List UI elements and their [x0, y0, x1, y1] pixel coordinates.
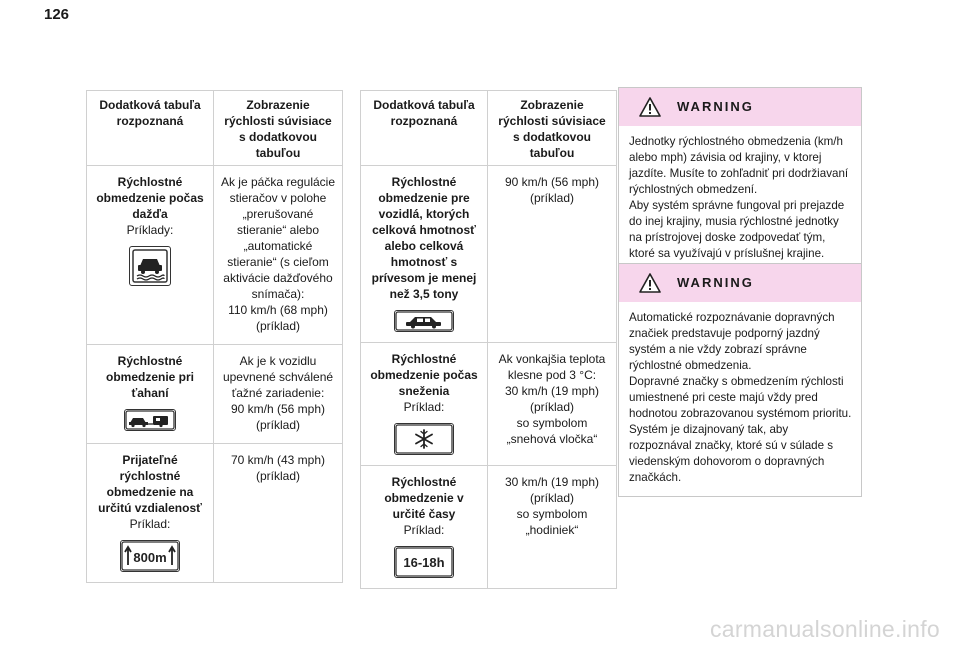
speed-description: 90 km/h (56 mph) (príklad) — [488, 166, 617, 343]
speed-description: 30 km/h (19 mph) (príklad) so symbolom „hodiniek“ — [488, 466, 617, 589]
snowflake-sign-icon — [394, 423, 454, 455]
speed-description: 70 km/h (43 mph) (príklad) — [214, 444, 343, 583]
car-sign-icon — [394, 310, 454, 332]
row-title: Rýchlostné obmedzenie pre vozidlá, ktorých celková hmotnosť alebo celková hmotnosť s prívesom je menej než 3,5 tony — [371, 175, 477, 301]
speed-sign-table-left — [86, 90, 343, 583]
table-header-row — [87, 91, 343, 166]
row-title: Rýchlostné obmedzenie počas dažďa — [96, 175, 204, 221]
warning-text: Automatické rozpoznávanie dopravných značiek predstavuje podporný jazdný systém a nie vždy zobrazí správne rýchlostné obmedzenia. Dopravné značky s obmedzením rýchlosti umiestnené pri ceste majú vždy pred hodnotou zobrazovanou systémom prioritu. Systém je dizajnovaný tak, aby rozpoznával značky, ktoré sú v súlade s viedenským dohovorom o dopravných značkách. — [629, 311, 852, 484]
row-title: Rýchlostné obmedzenie počas sneženia — [370, 352, 478, 398]
column-header-speed: Zobrazenie rýchlosti súvisiace s dodatkovou tabuľou — [214, 91, 343, 166]
warning-triangle-icon — [639, 273, 661, 293]
warning-title: WARNING — [677, 99, 754, 114]
sign-cell — [87, 166, 214, 345]
warning-triangle-icon — [639, 97, 661, 117]
column-header-speed: Zobrazenie rýchlosti súvisiace s dodatkovou tabuľou — [488, 91, 617, 166]
sign-cell — [87, 345, 214, 444]
column-header-sign: Dodatková tabuľa rozpoznaná — [361, 91, 488, 166]
sign-text: 16-18h — [403, 555, 445, 570]
table-row — [87, 166, 343, 345]
sign-cell — [361, 466, 488, 589]
table-row — [361, 166, 617, 343]
car-with-trailer-sign-icon — [124, 409, 176, 431]
row-sub: Príklad: — [403, 523, 445, 537]
warning-text: Jednotky rýchlostného obmedzenia (km/h alebo mph) závisia od krajiny, v ktorej jazdíte. Musíte to zohľadniť pri dodržiavaní rýchlostných obmedzení. Aby systém správne fungoval pri prejazde do inej krajiny, musia rýchlostné jednotky na prístrojovej doske zodpovedať tým, ktoré sa využívajú v príslušnej krajine. — [629, 135, 849, 260]
table-header-row — [361, 91, 617, 166]
sign-cell — [87, 444, 214, 583]
sign-text: 800m — [133, 550, 167, 565]
watermark[interactable]: carmanualsonline.info — [709, 616, 940, 642]
wet-road-sign-icon — [129, 246, 171, 286]
table-row — [361, 466, 617, 589]
row-title: Prijateľné rýchlostné obmedzenie na určitú vzdialenosť — [98, 453, 202, 515]
warning-title: WARNING — [677, 275, 754, 290]
warning-header — [619, 88, 861, 126]
row-sub: Príklady: — [126, 223, 174, 237]
speed-description: Ak je k vozidlu upevnené schválené ťažné zariadenie: 90 km/h (56 mph) (príklad) — [214, 345, 343, 444]
page-number: 126 — [44, 6, 70, 23]
sign-cell — [361, 166, 488, 343]
warning-box — [618, 87, 862, 273]
time-16-18h-sign-icon — [394, 546, 454, 578]
speed-description: Ak vonkajšia teplota klesne pod 3 °C: 30 km/h (19 mph) (príklad) so symbolom „snehová vločka“ — [488, 343, 617, 466]
sign-cell — [361, 343, 488, 466]
warning-box — [618, 263, 862, 497]
column-header-sign: Dodatková tabuľa rozpoznaná — [87, 91, 214, 166]
table-row — [87, 345, 343, 444]
row-title: Rýchlostné obmedzenie v určité časy — [384, 475, 464, 521]
table-row — [361, 343, 617, 466]
row-sub: Príklad: — [403, 400, 445, 414]
speed-sign-table-right — [360, 90, 617, 589]
row-sub: Príklad: — [129, 517, 171, 531]
row-title: Rýchlostné obmedzenie pri ťahaní — [105, 354, 194, 400]
warning-header — [619, 264, 861, 302]
distance-800m-sign-icon — [120, 540, 180, 572]
speed-description: Ak je páčka regulácie stieračov v polohe „prerušované stieranie“ alebo „automatické stieranie“ (s cieľom aktivácie dažďového snímača): 110 km/h (68 mph) (príklad) — [214, 166, 343, 345]
table-row — [87, 444, 343, 583]
